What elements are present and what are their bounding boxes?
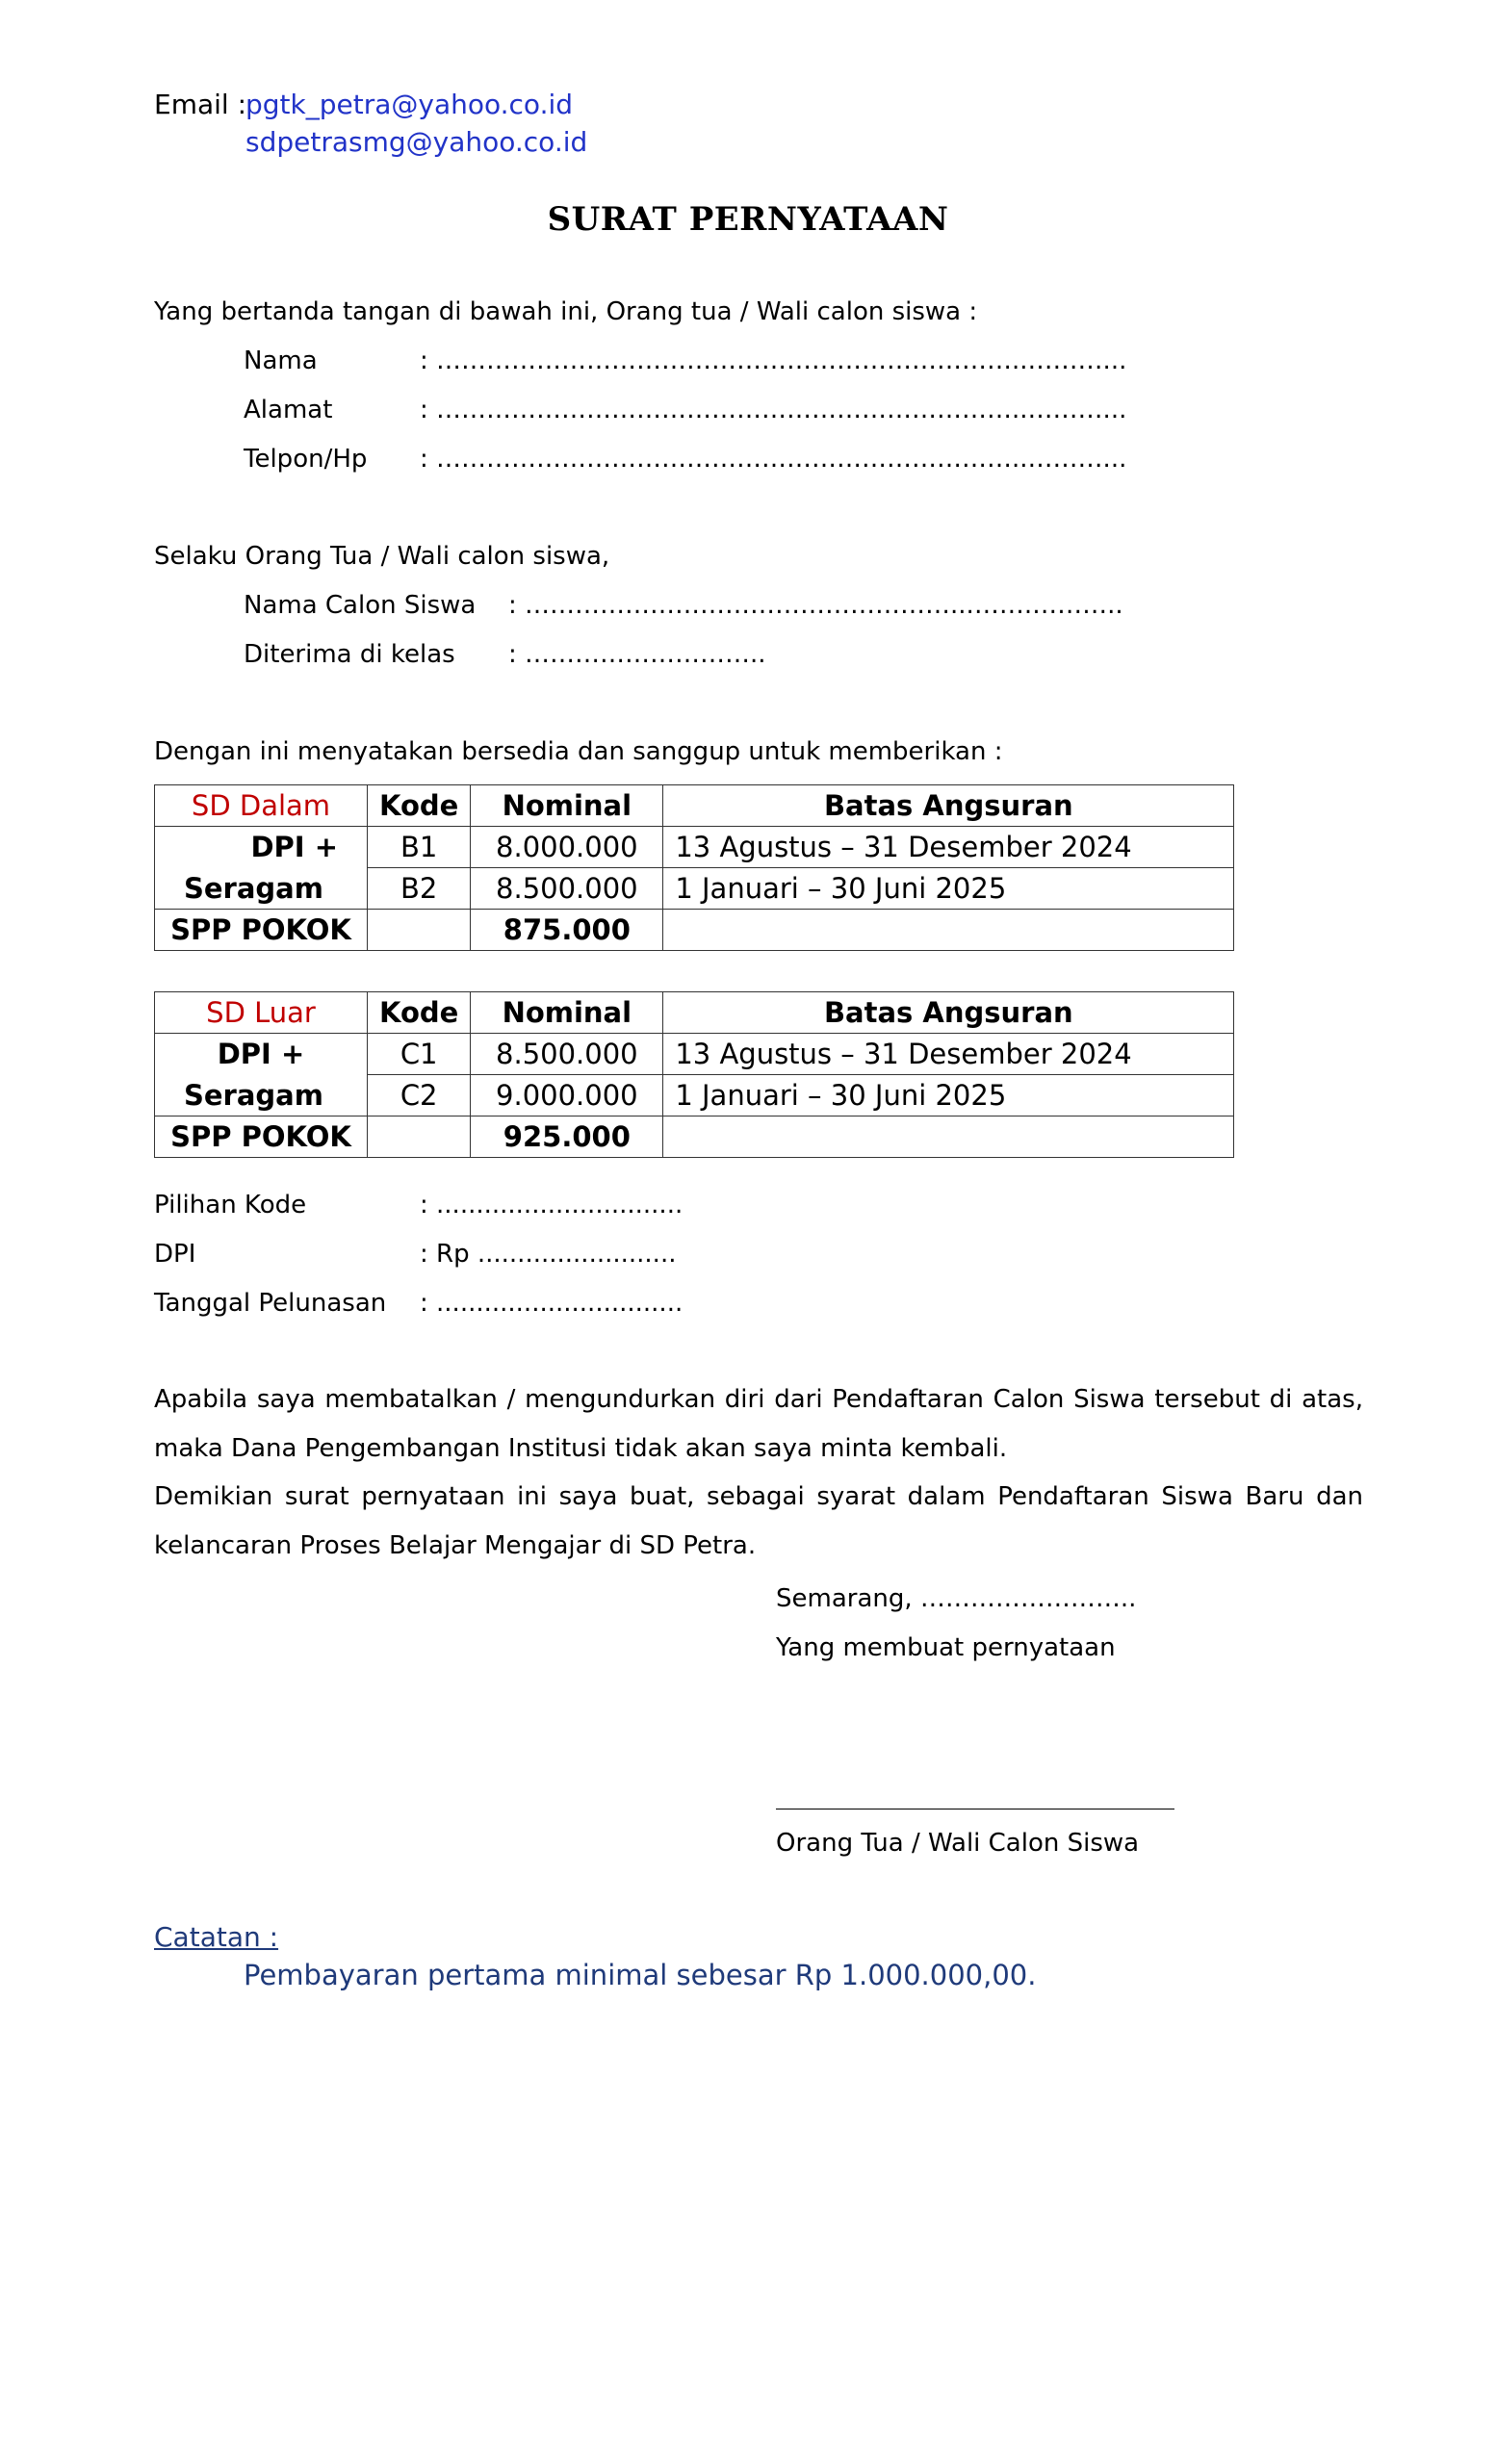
batas-cell: 13 Agustus – 31 Desember 2024 [663,1034,1234,1075]
field-label-dpi: DPI [154,1240,196,1269]
field-value-nama[interactable]: : ……………………………………………………………..………... [420,346,1127,375]
signature-line [776,1809,1174,1810]
field-value-kelas[interactable]: : ……………………….. [508,640,766,669]
table-row [155,827,1234,868]
item-label: Seragam [155,1075,368,1116]
signature-signer: Orang Tua / Wali Calon Siswa [776,1829,1140,1858]
field-value-telpon[interactable]: : ……………………………………………………………..………... [420,445,1127,474]
table-row-spp [155,910,1234,951]
table-header-row [155,992,1234,1034]
field-value-pilihan-kode[interactable]: : ............................... [420,1191,684,1219]
nominal-cell: 9.000.000 [471,1075,663,1116]
table-row [155,1034,1234,1075]
field-label-nama-calon-siswa: Nama Calon Siswa [244,591,477,620]
email-link-2[interactable]: sdpetrasmg@yahoo.co.id [245,126,588,158]
batas-cell: 1 Januari – 30 Juni 2025 [663,1075,1234,1116]
document-title: SURAT PERNYATAAN [547,200,949,239]
empty-cell [663,1116,1234,1158]
table-row [155,1075,1234,1116]
intro-text: Yang bertanda tangan di bawah ini, Orang tua / Wali calon siswa : [154,297,978,326]
paragraph-closing: Demikian surat pernyataan ini saya buat, sebagai syarat dalam Pendaftaran Siswa Baru dan kelancaran Proses Belajar Mengajar di SD Petra. [154,1482,1363,1560]
column-header-batas: Batas Angsuran [663,992,1234,1034]
field-label-telpon: Telpon/Hp [244,445,368,474]
table-row [155,868,1234,910]
field-label-nama: Nama [244,346,318,375]
field-label-tanggal-pelunasan: Tanggal Pelunasan [154,1289,387,1318]
item-label: DPI + [155,827,368,868]
note-text: Pembayaran pertama minimal sebesar Rp 1.000.000,00. [244,1959,1037,1991]
column-header-nominal: Nominal [471,785,663,827]
signature-place-date: Semarang, …………………….. [776,1584,1137,1613]
spp-nominal: 925.000 [471,1116,663,1158]
table-row-spp [155,1116,1234,1158]
empty-cell [663,910,1234,951]
kode-cell: B1 [368,827,471,868]
email-label: Email : [154,89,247,120]
batas-cell: 1 Januari – 30 Juni 2025 [663,868,1234,910]
field-value-alamat[interactable]: : ……………………………………………………………..………... [420,396,1127,424]
field-value-tanggal-pelunasan[interactable]: : ............................... [420,1289,684,1318]
field-label-kelas: Diterima di kelas [244,640,455,669]
table-header-row [155,785,1234,827]
spp-nominal: 875.000 [471,910,663,951]
signature-maker: Yang membuat pernyataan [776,1633,1116,1662]
item-label: DPI + [155,1034,368,1075]
email-link-1[interactable]: pgtk_petra@yahoo.co.id [245,89,574,120]
column-header-nominal: Nominal [471,992,663,1034]
spp-label: SPP POKOK [155,910,368,951]
column-header-batas: Batas Angsuran [663,785,1234,827]
role-line: Selaku Orang Tua / Wali calon siswa, [154,542,610,571]
field-value-dpi[interactable]: : Rp ......................... [420,1240,677,1269]
item-label: Seragam [155,868,368,910]
spp-label: SPP POKOK [155,1116,368,1158]
column-header-kode: Kode [368,785,471,827]
nominal-cell: 8.500.000 [471,868,663,910]
table-group-label: SD Dalam [155,785,368,827]
field-label-pilihan-kode: Pilihan Kode [154,1191,307,1219]
field-value-nama-calon-siswa[interactable]: : ……………………………………………...…….……….. [508,591,1123,620]
field-label-alamat: Alamat [244,396,333,424]
kode-cell: B2 [368,868,471,910]
fee-table-sd-dalam [154,784,1234,951]
note-heading: Catatan : [154,1921,279,1953]
batas-cell: 13 Agustus – 31 Desember 2024 [663,827,1234,868]
fee-table-sd-luar [154,991,1234,1158]
nominal-cell: 8.500.000 [471,1034,663,1075]
kode-cell: C1 [368,1034,471,1075]
table-group-label: SD Luar [155,992,368,1034]
nominal-cell: 8.000.000 [471,827,663,868]
empty-cell [368,1116,471,1158]
paragraph-cancellation: Apabila saya membatalkan / mengundurkan diri dari Pendaftaran Calon Siswa tersebut di atas, maka Dana Pengembangan Institusi tidak akan saya minta kembali. [154,1385,1363,1463]
statement-text: Dengan ini menyatakan bersedia dan sanggup untuk memberikan : [154,737,1003,766]
column-header-kode: Kode [368,992,471,1034]
empty-cell [368,910,471,951]
kode-cell: C2 [368,1075,471,1116]
